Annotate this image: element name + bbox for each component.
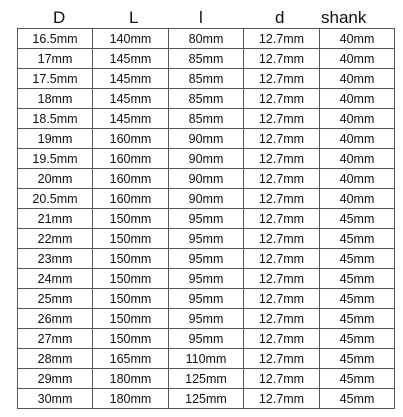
cell-d: 12.7mm <box>244 109 320 129</box>
cell-L: 180mm <box>93 389 169 409</box>
cell-D: 28mm <box>18 349 93 369</box>
cell-shank: 45mm <box>320 249 395 269</box>
cell-L: 150mm <box>93 309 169 329</box>
table-row <box>18 189 395 209</box>
table-row <box>18 249 395 269</box>
cell-shank: 40mm <box>320 89 395 109</box>
cell-L: 150mm <box>93 209 169 229</box>
header-l: l <box>199 8 203 27</box>
cell-d: 12.7mm <box>244 369 320 389</box>
cell-l: 85mm <box>169 69 244 89</box>
cell-shank: 45mm <box>320 349 395 369</box>
cell-l: 95mm <box>169 329 244 349</box>
cell-L: 160mm <box>93 129 169 149</box>
header-D: D <box>53 8 66 27</box>
cell-D: 27mm <box>18 329 93 349</box>
cell-l: 85mm <box>169 109 244 129</box>
table-row <box>18 269 395 289</box>
cell-D: 30mm <box>18 389 93 409</box>
cell-d: 12.7mm <box>244 389 320 409</box>
cell-shank: 40mm <box>320 29 395 49</box>
table-row <box>18 49 395 69</box>
cell-D: 20.5mm <box>18 189 93 209</box>
cell-L: 165mm <box>93 349 169 369</box>
cell-D: 29mm <box>18 369 93 389</box>
cell-l: 90mm <box>169 169 244 189</box>
table-row <box>18 229 395 249</box>
cell-d: 12.7mm <box>244 89 320 109</box>
cell-l: 125mm <box>169 369 244 389</box>
header-L: L <box>129 8 139 27</box>
cell-d: 12.7mm <box>244 69 320 89</box>
cell-d: 12.7mm <box>244 149 320 169</box>
cell-shank: 40mm <box>320 49 395 69</box>
cell-L: 145mm <box>93 49 169 69</box>
header-d: d <box>275 8 285 27</box>
cell-shank: 45mm <box>320 209 395 229</box>
cell-L: 145mm <box>93 89 169 109</box>
cell-L: 180mm <box>93 369 169 389</box>
cell-L: 150mm <box>93 229 169 249</box>
cell-d: 12.7mm <box>244 189 320 209</box>
cell-D: 21mm <box>18 209 93 229</box>
table-row <box>18 129 395 149</box>
cell-l: 95mm <box>169 249 244 269</box>
cell-l: 80mm <box>169 29 244 49</box>
cell-d: 12.7mm <box>244 309 320 329</box>
cell-shank: 45mm <box>320 289 395 309</box>
cell-D: 22mm <box>18 229 93 249</box>
cell-shank: 40mm <box>320 189 395 209</box>
cell-l: 90mm <box>169 149 244 169</box>
table-row <box>18 69 395 89</box>
cell-l: 85mm <box>169 89 244 109</box>
table-row <box>18 369 395 389</box>
cell-d: 12.7mm <box>244 169 320 189</box>
cell-d: 12.7mm <box>244 209 320 229</box>
cell-D: 24mm <box>18 269 93 289</box>
cell-shank: 40mm <box>320 69 395 89</box>
table-row <box>18 389 395 409</box>
cell-shank: 45mm <box>320 329 395 349</box>
table-row <box>18 89 395 109</box>
table-header-row <box>17 7 394 29</box>
cell-l: 95mm <box>169 209 244 229</box>
cell-D: 25mm <box>18 289 93 309</box>
cell-shank: 40mm <box>320 109 395 129</box>
cell-d: 12.7mm <box>244 29 320 49</box>
table-row <box>18 349 395 369</box>
cell-shank: 45mm <box>320 369 395 389</box>
table-row <box>18 149 395 169</box>
cell-l: 90mm <box>169 129 244 149</box>
cell-D: 17mm <box>18 49 93 69</box>
cell-D: 17.5mm <box>18 69 93 89</box>
cell-l: 95mm <box>169 309 244 329</box>
cell-l: 95mm <box>169 289 244 309</box>
table-row <box>18 309 395 329</box>
cell-shank: 45mm <box>320 389 395 409</box>
cell-l: 110mm <box>169 349 244 369</box>
spec-table-body <box>18 29 395 409</box>
cell-L: 145mm <box>93 69 169 89</box>
cell-d: 12.7mm <box>244 129 320 149</box>
cell-D: 18mm <box>18 89 93 109</box>
cell-l: 95mm <box>169 229 244 249</box>
cell-shank: 40mm <box>320 169 395 189</box>
cell-L: 150mm <box>93 249 169 269</box>
cell-L: 150mm <box>93 329 169 349</box>
cell-L: 150mm <box>93 289 169 309</box>
cell-l: 85mm <box>169 49 244 69</box>
cell-D: 18.5mm <box>18 109 93 129</box>
cell-D: 26mm <box>18 309 93 329</box>
cell-d: 12.7mm <box>244 249 320 269</box>
cell-D: 19mm <box>18 129 93 149</box>
cell-D: 23mm <box>18 249 93 269</box>
cell-L: 150mm <box>93 269 169 289</box>
cell-L: 160mm <box>93 169 169 189</box>
cell-d: 12.7mm <box>244 49 320 69</box>
header-shank: shank <box>321 8 367 27</box>
cell-shank: 40mm <box>320 129 395 149</box>
cell-shank: 45mm <box>320 229 395 249</box>
cell-d: 12.7mm <box>244 229 320 249</box>
cell-l: 90mm <box>169 189 244 209</box>
cell-D: 16.5mm <box>18 29 93 49</box>
cell-D: 19.5mm <box>18 149 93 169</box>
table-row <box>18 109 395 129</box>
cell-shank: 45mm <box>320 269 395 289</box>
cell-d: 12.7mm <box>244 269 320 289</box>
cell-L: 140mm <box>93 29 169 49</box>
cell-d: 12.7mm <box>244 329 320 349</box>
table-row <box>18 169 395 189</box>
cell-shank: 40mm <box>320 149 395 169</box>
table-row <box>18 329 395 349</box>
cell-l: 125mm <box>169 389 244 409</box>
spec-table <box>17 28 395 409</box>
cell-L: 145mm <box>93 109 169 129</box>
cell-l: 95mm <box>169 269 244 289</box>
table-row <box>18 29 395 49</box>
cell-L: 160mm <box>93 149 169 169</box>
cell-L: 160mm <box>93 189 169 209</box>
cell-D: 20mm <box>18 169 93 189</box>
cell-d: 12.7mm <box>244 349 320 369</box>
table-row <box>18 289 395 309</box>
cell-d: 12.7mm <box>244 289 320 309</box>
table-row <box>18 209 395 229</box>
cell-shank: 45mm <box>320 309 395 329</box>
